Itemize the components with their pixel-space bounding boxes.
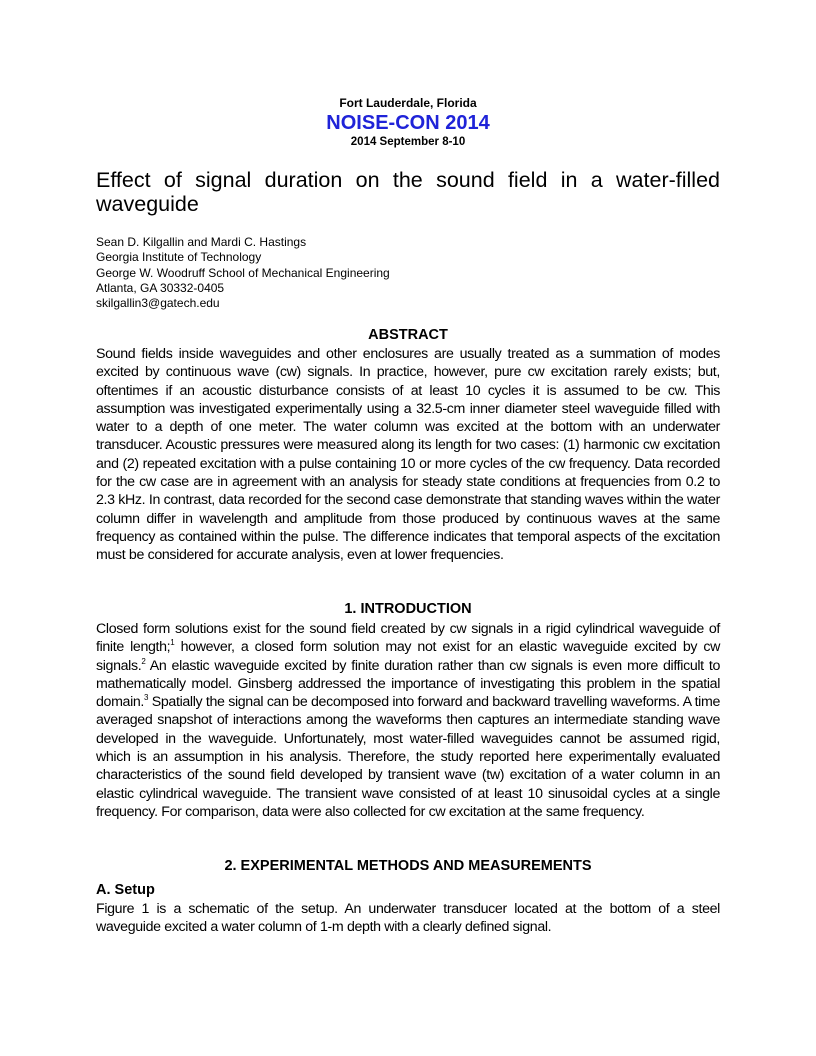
conference-dates: 2014 September 8-10 <box>350 136 466 148</box>
author-school: George W. Woodruff School of Mechanical Engineering <box>96 265 390 280</box>
introduction-heading: 1. INTRODUCTION <box>344 601 472 617</box>
methods-heading: 2. EXPERIMENTAL METHODS AND MEASUREMENTS <box>224 858 592 874</box>
paper-title: Effect of signal duration on the sound field in a water-filled waveguide <box>96 168 720 216</box>
conference-name: NOISE-CON 2014 <box>326 112 490 134</box>
intro-part-2: however, a closed form solution may not exist for an elastic waveguide excited by cw signals. <box>96 639 721 674</box>
author-institution: Georgia Institute of Technology <box>96 250 262 265</box>
reference-2: 2 <box>141 656 146 666</box>
author-email: skilgallin3@gatech.edu <box>96 296 220 311</box>
author-names: Sean D. Kilgallin and Mardi C. Hastings <box>96 235 307 249</box>
reference-1: 1 <box>170 638 175 648</box>
intro-part-4: Spatially the signal can be decomposed into forward and backward travelling waveforms. A time averaged snapshot of interactions among the waveforms then captures an intermediate standing wave developed in the waveguide. Unfortunately, most water-filled waveguides cannot be assumed rigid, which is an assumption in his analysis. Therefore, the study reported here experimentally evaluated characteristics of the sound field developed by transient wave (tw) excitation of a water column in an elastic cylindrical waveguide. The transient wave consisted of at least 10 sinusoidal cycles at a single frequency. For comparison, data were also collected for cw excitation at the same frequency. <box>96 694 720 820</box>
abstract-text: Sound fields inside waveguides and other enclosures are usually treated as a summation of modes excited by continuous wave (cw) signals. In practice, however, pure cw excitation rarely exists; but, oftentimes if an acoustic disturbance consists of at least 10 cycles it is assumed to be cw. This assumption was investigated experimentally using a 32.5-cm inner diameter steel waveguide filled with water to a depth of one meter. The water column was excited at the bottom with an underwater transducer. Acoustic pressures were measured along its length for two cases: (1) harmonic cw excitation and (2) repeated excitation with a pulse containing 10 or more cycles of the cw frequency. Data recorded for the cw case are in agreement with an analysis for steady state conditions at frequencies from 0.2 to 2.3 kHz. In contrast, data recorded for the second case demonstrate that standing waves within the water column differ in wavelength and amplitude from those produced by continuous waves at the same frequency as contained within the pulse. The difference indicates that temporal aspects of the excitation must be considered for accurate analysis, even at lower frequencies. <box>96 346 720 564</box>
reference-3: 3 <box>144 693 149 703</box>
intro-part-3: An elastic waveguide excited by finite duration rather than cw signals is even more difficult to mathematically model. Ginsberg addressed the importance of investigating this problem in the spatial domain. <box>96 657 720 711</box>
author-address: Atlanta, GA 30332-0405 <box>96 280 225 295</box>
intro-part-1: Closed form solutions exist for the sound field created by cw signals in a rigid cylindrical waveguide of finite length; <box>96 621 720 656</box>
introduction-text <box>96 620 720 821</box>
conference-location: Fort Lauderdale, Florida <box>339 96 477 110</box>
setup-text: Figure 1 is a schematic of the setup. An underwater transducer located at the bottom of a steel waveguide excited a water column of 1-m depth with a clearly defined signal. <box>96 901 720 936</box>
abstract-heading: ABSTRACT <box>368 327 448 343</box>
author-block <box>96 235 720 311</box>
setup-heading: A. Setup <box>96 882 155 898</box>
